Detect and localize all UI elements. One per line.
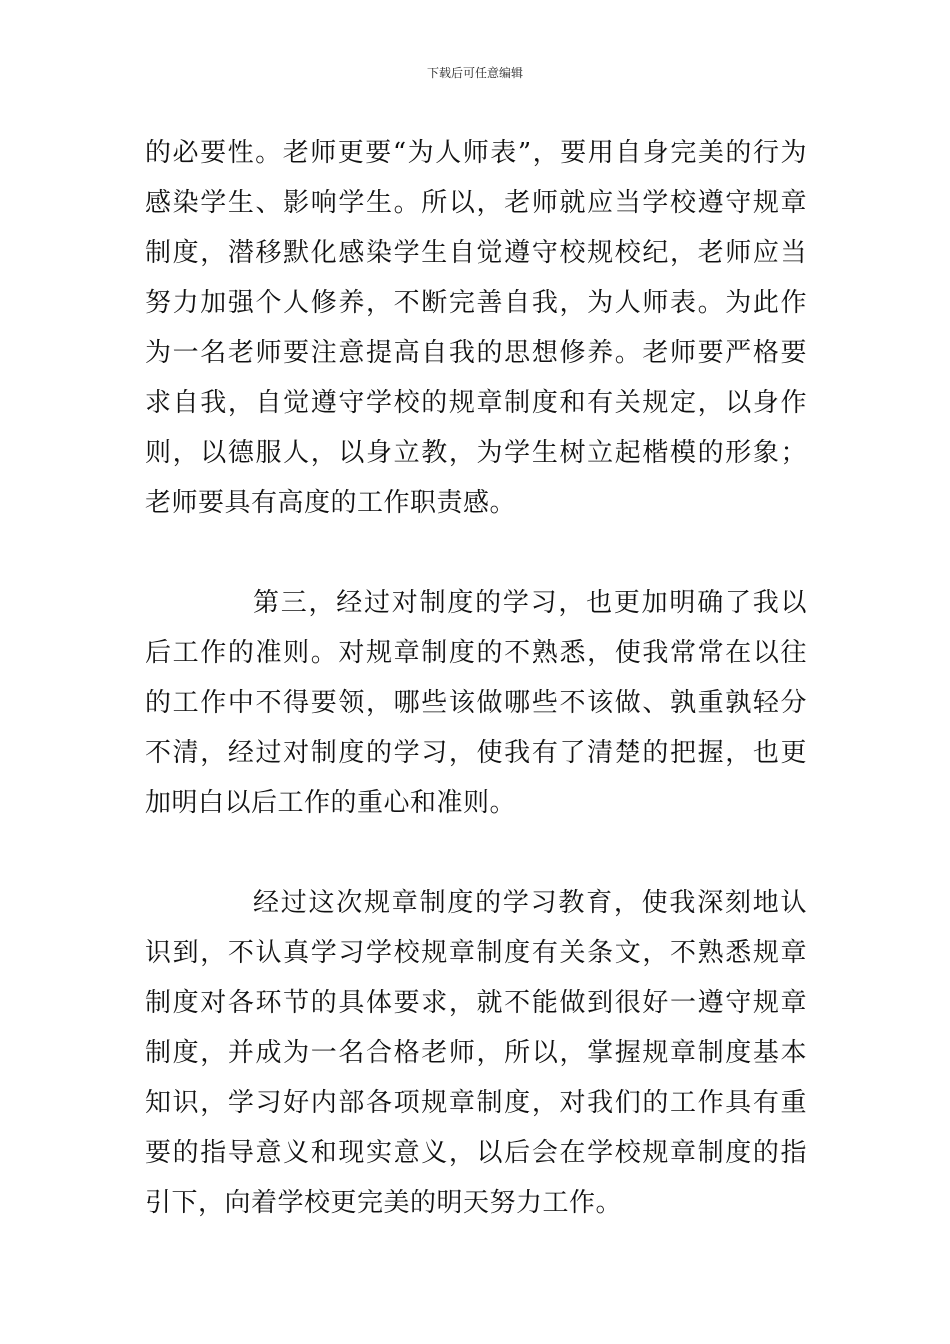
paragraph-continued: 的必要性。老师更要“为人师表”，要用自身完美的行为感染学生、影响学生。所以，老师就应当学校遵守规章制度，潜移默化感染学生自觉遵守校规校纪，老师应当努力加强个人修养，不断完善自我，为人师表。为此作为一名老师要注意提高自我的思想修养。老师要严格要求自我，自觉遵守学校的规章制度和有关规定，以身作则，以德服人，以身立教，为学生树立起楷模的形象；老师要具有高度的工作职责感。	[145, 138, 807, 518]
paragraph-conclusion: 经过这次规章制度的学习教育，使我深刻地认识到，不认真学习学校规章制度有关条文，不熟悉规章制度对各环节的具体要求，就不能做到很好一遵守规章制度，并成为一名合格老师，所以，掌握规章制度基本知识，学习好内部各项规章制度，对我们的工作具有重要的指导意义和现实意义，以后会在学校规章制度的指引下，向着学校更完美的明天努力工作。	[145, 888, 807, 1218]
page-header: 下载后可任意编辑	[426, 66, 523, 80]
document-body	[145, 128, 807, 1228]
paragraph-third-point: 第三，经过对制度的学习，也更加明确了我以后工作的准则。对规章制度的不熟悉，使我常常在以往的工作中不得要领，哪些该做哪些不该做、孰重孰轻分不清，经过对制度的学习，使我有了清楚的把握，也更加明白以后工作的重心和准则。	[145, 588, 807, 818]
